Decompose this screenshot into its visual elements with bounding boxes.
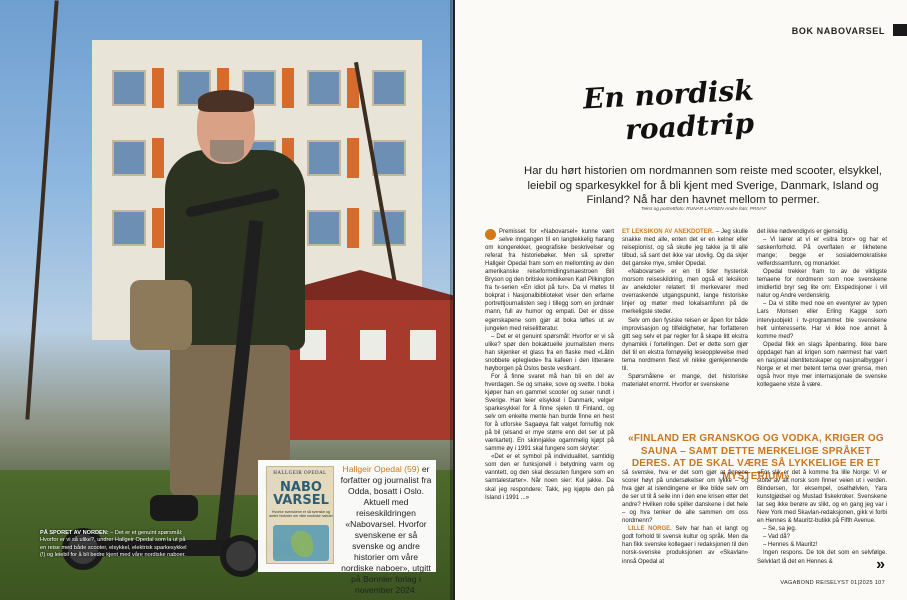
person-beard	[210, 140, 244, 162]
paragraph: Premisset for «Nabovarsel» kunne vært selve inngangen til en langtekkelig harang om kongerekker, geografiske beskrivelser og referat fra historiebøker. Men så spretter Hallgeir Opedal fram som en mellomting av den amerikanske reiseformidlingsmaestroen Bill Bryson og den britiske komikeren Karl Pilkington fra tv-serien «En idiot på tur». Da vi møtes til bokprat i Nasjonalbiblioteket viser den erfarne portrettjournalisten seg i tillegg som en jordnær mann, full av humor og empati. Det er disse egenskapene som gjør at boka løftes ut av jungelen med reiselitteratur.	[485, 229, 614, 332]
paragraph: Opedal trekker fram to av de viktigste temaene for nordmenn som noe svenskene imidlertid bryr seg lite om: Ekspedisjoner i vill natur og Andre verdenskrig.	[757, 269, 887, 300]
paragraph: så svenske, hva er det som gjør at finnene scorer høyt på undersøkelser om lykke – og hva gjør at islendingene er like blide selv om de ser ut til å seile inn i den ene krisen etter det andre? Hvilken rolle spiller danskene i det hele – og hva tenker de alle sammen om oss nordmenn?	[622, 470, 748, 525]
paragraph: – Hennes & Mauritz!	[763, 542, 818, 549]
body-column-2	[622, 228, 748, 432]
continue-arrow-icon: »	[876, 556, 885, 573]
paragraph: «Det er et symbol på individualitet, samtidig som den er funksjonell i betydning varm og vanntett, og den skal dessuten fungere som en samtalestarter». Når noen sier: Kul jakke. Da skal jeg respondere: Takk, jeg kjøpte den på Island i 1991 ...»	[485, 454, 614, 501]
section-marker	[893, 24, 907, 36]
dropcap-marker	[485, 229, 496, 240]
byline-credit: Tekst og portrettfoto: RUNAR LARSEN Andre foto: PRIVAT	[641, 207, 767, 212]
subheading: ET LEKSIKON AV ANEKDOTER.	[622, 229, 714, 235]
paragraph: «Nabovarsel» er en til tider hysterisk morsom reiseskildring, men også et leksikon av anekdoter relatert til merkevarer med overraskende utgangspunkt, lange historiske linjer og møter med lokalsamfunn på de merkeligste steder.	[622, 269, 748, 316]
pull-quote: «FINLAND ER GRANSKOG OG VODKA, KRIGER OG SAUNA – SAMT DETTE MERKELIGE SPRÅKET DERES. AT DE SKAL VÆRE SÅ LYKKELIGE ER ET MYSTERIUM»	[628, 433, 884, 482]
intro-lede: Har du hørt historien om nordmannen som reiste med scooter, elsykkel, leiebil og sparkesykkel for å bli kjent med Sverige, Danmark, Island og Finland? Nå har den havnet mellom to permer.	[524, 165, 882, 207]
paragraph: det ikke nødvendigvis er gjensidig.	[757, 229, 849, 235]
author-bio-text: er forfatter og journalist fra Odda, bosatt i Oslo. Aktuell med reiseskildringen «Nabovarsel. Hvorfor svenskene er så svenske og andre historier om våre nordiske naboer», utgitt på Bonnier forlag i november 2024.	[340, 464, 432, 595]
article-page	[455, 0, 907, 600]
paragraph: Spørsmålene er mange, det historiske materialet enormt. Hvorfor er svenskene	[622, 373, 748, 388]
book-cover-map	[273, 525, 329, 561]
person-shoe	[150, 495, 198, 521]
paragraph: Ingen respons. De tok det som en selvfølge. Selvklart lå det en Hennes &	[757, 550, 887, 565]
author-infobox	[258, 460, 436, 595]
paragraph: «For slik er det å komme fra lille Norge: Vi er stolte av alt norsk som finner veien ut i verden. Blindersen, for eksempel, oselhølvlen, Yara kunstgjødsel og Mustad fiskekroker. Svenskene lar seg ikke berøre av slikt, og en gang jeg var i New York med Skavlan-redaksjonen, gikk vi forbi en Hennes & Mauritz-butikk på Fifth Avenue.	[757, 470, 887, 525]
book-author: HALLGEIR OPEDAL	[273, 471, 327, 476]
section-label: BOK NABOVARSEL	[791, 26, 885, 36]
body-column-2-lower	[622, 469, 748, 575]
portrait-photo	[0, 0, 453, 600]
headline-line-1: En nordisk	[582, 73, 755, 116]
photo-caption	[40, 530, 190, 560]
book-cover	[266, 466, 334, 564]
body-column-3-lower	[757, 469, 887, 575]
headline-line-2: roadtrip	[624, 106, 755, 147]
paragraph: Selv har han et langt og godt forhold til svensk kultur og språk. Men da han fikk svenske kollegaer i redaksjonen til den norsk-svenske produksjonen av «Skavlan» innså Opedal at	[622, 526, 748, 565]
body-column-1	[485, 228, 614, 578]
book-subtitle: Hvorfor svenskene er så svenske og andre historier om våre nordiske naboer	[269, 510, 333, 519]
person-hair	[198, 90, 254, 112]
photo-caption-lead: PÅ SPORET AV NORDEN:	[40, 530, 109, 536]
subheading: LILLE NORGE.	[628, 526, 672, 533]
author-bio	[338, 464, 434, 596]
paragraph: For å finne svaret må han bli en del av hverdagen. Se og smake, sove og svette. I boka kjøper han en gammel scooter og suser rundt i Sverige. Han leier elsykkel i Danmark, velger sparkesykkel for å finne sjelen til Finland, og selv om enkelte mente han burde finne en hest for å utforske Sagaøya falt valget fornuftig nok på bil (elsand er mye større enn det ser ut på værkartet). En skinnjakke ogammelig kjøpt på samme øy i 1991 skal fungere som skryter:	[485, 373, 614, 453]
paragraph: – Vad då?	[763, 534, 790, 541]
book-title: NABO VARSEL	[273, 480, 329, 508]
paragraph: Opedal fikk en slags åpenbaring. Ikke bare oppdaget han at krigen som nærmest har vært en nasjonal identitetsskaper og nasjonalbygger i Norge er et mer betent tema over grensa, men også hvor mye mer internasjonale de svenske kollegaene viste å være.	[757, 341, 887, 388]
shoulder-bag	[130, 280, 192, 350]
page-footer: VAGABOND REISELYST 01|2025 107	[780, 580, 885, 586]
scooter-rear-wheel	[220, 535, 262, 577]
paragraph: Selv om den fysiske reisen er åpen for både improvisasjon og tilfeldigheter, har forfatteren gitt seg selv et par regler for å skape litt ekstra dynamikk i fortellingen. Det er dette som gjør det til en ekstra fornøyelig leseopplevelse med tema nordmenn flest vil nikke gjenkjennende til.	[622, 317, 748, 372]
paragraph: – Da vi stilte med noe en eventyrer av typen Lars Monsen eller Erling Kagge som intervjuobjekt i tv-programmet ble svenskene helt uinteresserte. Har vi ikke noe annet å komme med?	[757, 301, 887, 340]
paragraph: – Se, sa jeg.	[763, 526, 797, 533]
paragraph: – Det er et genuint spørsmål: Hvorfor er vi så ulike? spør den bokaktuelle journalisten mens han skjenker et glass fra en flaske med «Låtin snobbete epleglede» fra kafeen i den litterære høyborgen på Oslos beste vestkant.	[485, 333, 614, 372]
author-name: Hallgeir Opedal (59)	[342, 464, 420, 474]
paragraph: – Vi lærer at vi er «sitra bror» og har et søskenforhold. På overflaten er likhetene mange; begge er sosialdemokratiske velferdssamfunn, og monarkier.	[757, 237, 887, 268]
body-column-3	[757, 228, 887, 432]
paragraph: – Jeg skulle snakke med alle, enten det er en kelner eller reisepionist, og så skulle jeg takke ja til alle tilbud, så sant det ikke var ulovlig. Og da skjer det ganske mye, smiler Opedal.	[622, 229, 748, 268]
photo-caption-text: – Det er et genuint spørsmål: Hvorfor er vi så ulike?, undrer Hallgeir Opedal som la ut på en reise med både scooter, elsykkel, elektrisk sparkesykkel (!) og leiebil for å bli bedre kjent med våre nordiske naboer.	[40, 530, 187, 559]
